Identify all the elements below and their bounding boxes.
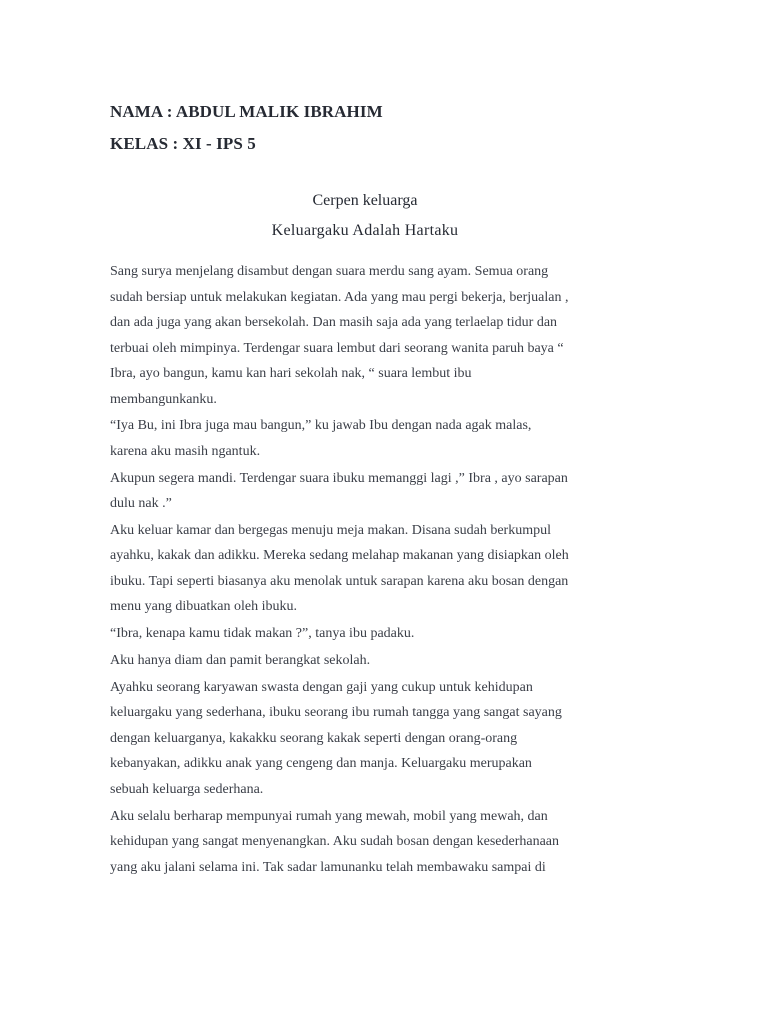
story-paragraph: [110, 518, 630, 620]
paragraph-line: sudah bersiap untuk melakukan kegiatan. Ada yang mau pergi bekerja, berjualan ,: [110, 289, 569, 305]
paragraph-line: kebanyakan, adikku anak yang cengeng dan manja. Keluargaku merupakan: [110, 756, 532, 772]
paragraph-line: ibuku. Tapi seperti biasanya aku menolak untuk sarapan karena aku bosan dengan: [110, 573, 569, 589]
story-paragraph: [110, 413, 630, 464]
story-body: [110, 259, 630, 880]
story-paragraph: [110, 804, 630, 881]
story-paragraph: [110, 259, 630, 412]
story-genre: Cerpen keluarga: [312, 192, 418, 209]
paragraph-line: Ayahku seorang karyawan swasta dengan gaji yang cukup untuk kehidupan: [110, 679, 533, 695]
story-title: Keluargaku Adalah Hartaku: [271, 222, 459, 239]
paragraph-line: ayahku, kakak dan adikku. Mereka sedang melahap makanan yang disiapkan oleh: [110, 548, 569, 564]
paragraph-line: “Ibra, kenapa kamu tidak makan ?”, tanya ibu padaku.: [110, 626, 415, 642]
paragraph-line: Aku keluar kamar dan bergegas menuju meja makan. Disana sudah berkumpul: [110, 522, 551, 538]
paragraph-line: Aku hanya diam dan pamit berangkat sekolah.: [110, 652, 371, 668]
paragraph-line: sebuah keluarga sederhana.: [110, 781, 264, 797]
story-paragraph: [110, 621, 630, 647]
paragraph-line: terbuai oleh mimpinya. Terdengar suara lembut dari seorang wanita paruh baya “: [110, 340, 564, 356]
paragraph-line: Sang surya menjelang disambut dengan suara merdu sang ayam. Semua orang: [110, 264, 549, 279]
story-paragraph: [110, 648, 630, 674]
paragraph-line: Aku selalu berharap mempunyai rumah yang mewah, mobil yang mewah, dan: [110, 808, 548, 824]
paragraph-line: dengan keluarganya, kakakku seorang kakak seperti dengan orang-orang: [110, 730, 518, 746]
paragraph-line: Akupun segera mandi. Terdengar suara ibuku memanggi lagi ,” Ibra , ayo sarapan: [110, 470, 568, 486]
story-paragraph: [110, 466, 630, 517]
story-paragraph: [110, 675, 630, 803]
paragraph-line: menu yang dibuatkan oleh ibuku.: [110, 599, 298, 615]
paragraph-line: karena aku masih ngantuk.: [110, 443, 261, 459]
student-name: NAMA : ABDUL MALIK IBRAHIM: [110, 102, 383, 121]
student-class: KELAS : XI - IPS 5: [110, 134, 256, 153]
paragraph-line: dulu nak .”: [110, 496, 172, 512]
paragraph-line: dan ada juga yang akan bersekolah. Dan masih saja ada yang terlaelap tidur dan: [110, 315, 558, 330]
paragraph-line: yang aku jalani selama ini. Tak sadar lamunanku telah membawaku sampai di: [110, 859, 546, 875]
paragraph-line: membangunkanku.: [110, 391, 217, 407]
paragraph-line: kehidupan yang sangat menyenangkan. Aku sudah bosan dengan kesederhanaan: [110, 834, 560, 850]
paragraph-line: Ibra, ayo bangun, kamu kan hari sekolah nak, “ suara lembut ibu: [110, 366, 472, 381]
paragraph-line: keluargaku yang sederhana, ibuku seorang ibu rumah tangga yang sangat sayang: [110, 705, 562, 721]
paragraph-line: “Iya Bu, ini Ibra juga mau bangun,” ku jawab Ibu dengan nada agak malas,: [110, 418, 532, 434]
